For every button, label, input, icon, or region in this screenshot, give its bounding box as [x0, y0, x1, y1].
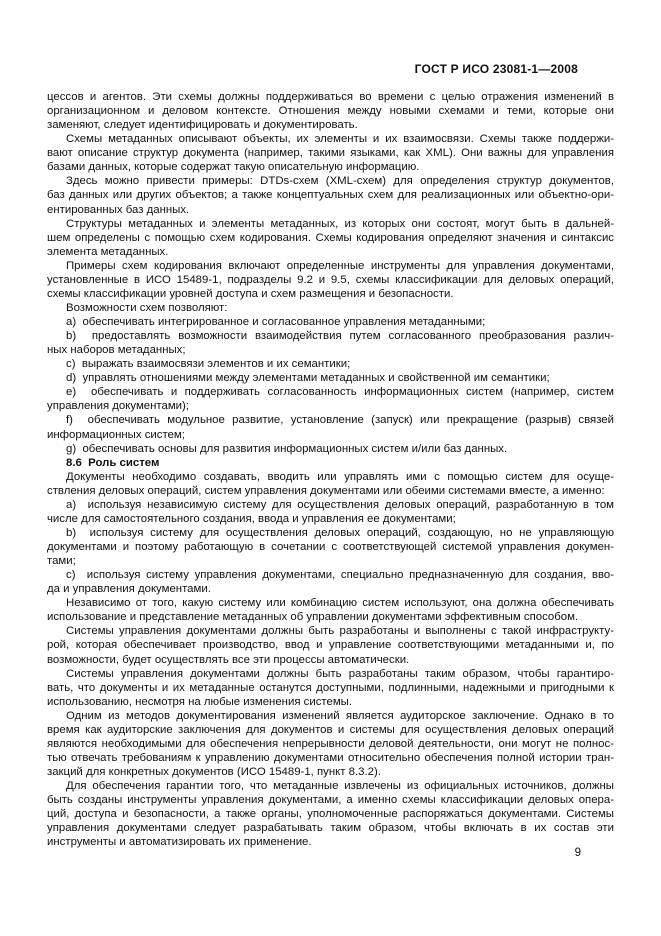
- text-line: Возможности схем позволяют:: [66, 301, 228, 314]
- text-line: тью отвечать требованиям к управлению документами относительно обеспечения полной истории тран-: [47, 751, 614, 764]
- text-line: 8.6 Роль систем: [66, 456, 160, 469]
- text-line: управления документами следует разрабатывать таким образом, чтобы включать в их состав эти: [47, 822, 614, 835]
- text-line: элемента метаданных.: [47, 245, 169, 258]
- text-line: инструменты и автоматизировать их применение.: [47, 836, 312, 849]
- paragraph: [47, 315, 614, 329]
- text-line: управления документами);: [47, 400, 189, 413]
- text-line: a) используя независимую систему для осуществления деловых операций, разработанную в том: [66, 498, 614, 511]
- text-line: Системы управления документами должны быть разработаны таким образом, чтобы гарантиро-: [66, 667, 614, 680]
- paragraph: [47, 709, 614, 779]
- paragraph: [47, 526, 614, 568]
- text-line: ствления деловых операций, систем управления документами или обеими системами вместе, а именно:: [47, 484, 605, 497]
- paragraph: [47, 217, 614, 259]
- text-line: время как аудиторские заключения для документов и системы для осуществления деловых операций: [47, 723, 614, 736]
- text-line: e) обеспечивать и поддерживать согласованность информационных систем (например, систем: [66, 386, 614, 399]
- text-line: возможности, будет осуществлять все эти процессы автоматически.: [47, 653, 410, 666]
- text-line: закций для конкретных документов (ИСО 15489-1, пункт 8.3.2).: [47, 766, 381, 778]
- text-line: Системы управления документами должны быть разработаны и выполнены с такой инфраструкту-: [66, 625, 614, 638]
- text-line: c) выражать взаимосвязи элементов и их семантики;: [66, 358, 351, 371]
- paragraph: [47, 779, 614, 849]
- text-line: g) обеспечивать основы для развития информационных систем и/или баз данных.: [66, 442, 508, 455]
- text-line: Структуры метаданных и элементы метаданных, из которых они состоят, могут быть в дальней-: [66, 217, 614, 230]
- text-line: Схемы метаданных описывают объекты, их элементы и их взаимосвязи. Схемы также поддержи-: [66, 133, 614, 146]
- text-line: быть созданы инструменты управления документами, а именно схемы классификации деловых опера-: [47, 794, 614, 807]
- paragraph: [47, 596, 614, 624]
- text-line: являются необходимыми для обеспечения непрерывности деловой деятельности, они могут не полнос-: [47, 737, 614, 750]
- text-line: b) используя систему для осуществления деловых операций, создающую, но не управляющую: [66, 526, 614, 539]
- text-line: рой, которая обеспечивает производство, ввод и управление соответствующими метаданными и, по: [47, 639, 614, 652]
- text-line: да и управления документами.: [47, 583, 211, 596]
- text-line: информационных систем;: [47, 428, 185, 441]
- text-line: f) обеспечивать модульное развитие, установление (запуск) или прекращение (разрыв) связей: [66, 414, 614, 427]
- paragraph: [47, 624, 614, 666]
- text-line: организационном и деловом контексте. Отношения между новыми схемами и теми, которые они: [47, 105, 614, 118]
- text-line: вать, что документы и их метаданные останутся доступными, подлинными, надежными и пригодными к: [47, 681, 614, 694]
- text-line: заменяют, следует идентифицировать и документировать.: [47, 119, 358, 132]
- paragraph: [47, 90, 614, 132]
- section-heading: [47, 456, 614, 470]
- text-line: использованию, несмотря на любые изменения системы.: [47, 695, 353, 708]
- text-line: тами;: [47, 555, 76, 568]
- text-line: шем определены с помощью схем кодирования. Схемы кодирования определяют значения и синтаксис: [47, 231, 614, 244]
- text-line: документами и поэтому работающую в сочетании с соответствующей системой управления докумен-: [47, 541, 614, 553]
- paragraph: [47, 329, 614, 357]
- paragraph: [47, 385, 614, 413]
- text-line: ентированных баз данных.: [47, 203, 190, 216]
- text-line: баз данных или других объектов; а также концептуальных схем для реализационных или объектно-ори-: [47, 189, 614, 202]
- paragraph: [47, 174, 614, 216]
- paragraph: [47, 442, 614, 456]
- paragraph: [47, 498, 614, 526]
- text-line: ных наборов метаданных;: [47, 344, 186, 357]
- text-line: Документы необходимо создавать, вводить или управлять ими с помощью систем для осуще-: [66, 470, 614, 483]
- text-line: цессов и агентов. Эти схемы должны поддерживаться во времени с целью отражения изменений в: [47, 91, 614, 103]
- page-number: 9: [574, 847, 581, 859]
- paragraph: [47, 371, 614, 385]
- text-line: c) используя систему управления документами, специально предназначенную для создания, вво-: [66, 569, 614, 582]
- document-body: [47, 90, 614, 849]
- text-line: Независимо от того, какую систему или комбинацию систем используют, она должна обеспечивать: [66, 597, 614, 610]
- text-line: числе для самостоятельного создания, ввода и управления ее документами;: [47, 512, 456, 525]
- paragraph: [47, 413, 614, 441]
- standard-designation-header: ГОСТ Р ИСО 23081-1—2008: [414, 62, 578, 76]
- text-line: Одним из методов документирования изменений является аудиторское заключение. Однако в то: [66, 709, 614, 722]
- paragraph: [47, 259, 614, 301]
- text-line: схемы классификации уровней доступа и схем размещения и безопасности.: [47, 287, 454, 300]
- text-line: вают описание структур документа (например, такими языками, как XML). Они важны для управления: [47, 147, 614, 160]
- paragraph: [47, 470, 614, 498]
- text-line: a) обеспечивать интегрированное и согласованное управления метаданными;: [66, 316, 486, 328]
- text-line: ций, доступа и безопасности, а также органы, уполномоченные распоряжаться документами. Системы: [47, 808, 614, 821]
- paragraph: [47, 568, 614, 596]
- text-line: Для обеспечения гарантии того, что метаданные извлечены из официальных источников, должны: [66, 780, 614, 793]
- text-line: использование и представление метаданных об управлении документами эффективным способом.: [47, 611, 579, 624]
- text-line: Здесь можно привести примеры: DTDs-схем (XML-схем) для определения структур документов,: [66, 175, 614, 188]
- text-line: Примеры схем кодирования включают определенные инструменты для управления документами,: [66, 259, 614, 272]
- paragraph: [47, 301, 614, 315]
- paragraph: [47, 132, 614, 174]
- text-line: b) предоставлять возможности взаимодействия путем согласованного преобразования различ-: [66, 330, 614, 343]
- paragraph: [47, 667, 614, 709]
- text-line: базами данных, которые содержат такую описательную информацию.: [47, 161, 420, 174]
- text-line: установленные в ИСО 15489-1, подразделы 9.2 и 9.5, схемы классификации для деловых операций,: [47, 273, 614, 286]
- text-line: d) управлять отношениями между элементами метаданных и свойственной им семантики;: [66, 372, 550, 385]
- paragraph: [47, 357, 614, 371]
